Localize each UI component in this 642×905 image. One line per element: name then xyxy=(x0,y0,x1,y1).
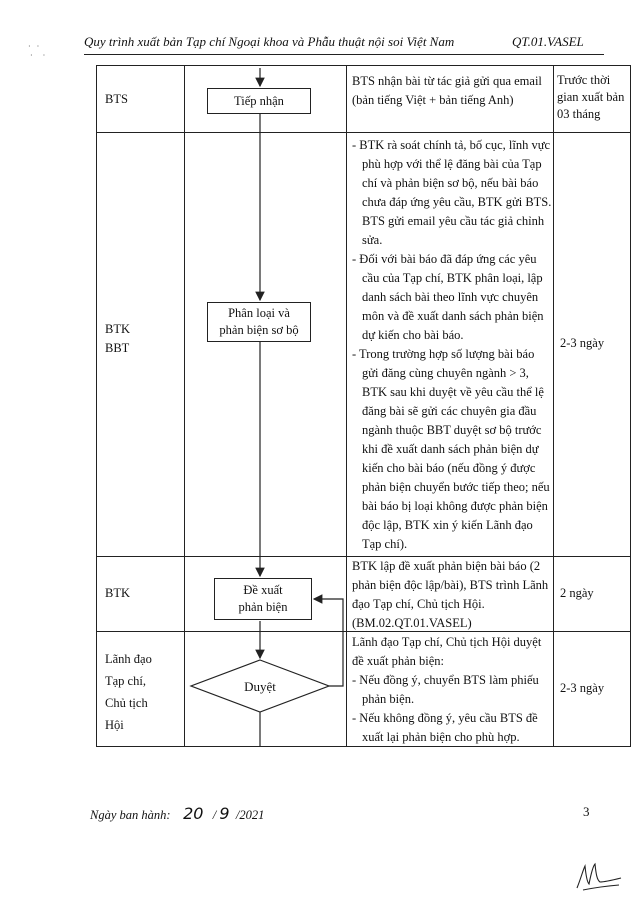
process-table xyxy=(96,65,631,747)
time-cell: 2-3 ngày xyxy=(560,336,605,350)
description-cell: BTK lập đề xuất phản biện bài báo (2 phản biện độc lập/bài), BTS trình Lãnh đạo Tạp chí, Chủ tịch Hội. (BM.02.QT.01.VASEL) xyxy=(352,559,549,630)
arrow-reject-loop xyxy=(314,599,343,686)
decision-label: Duyệt xyxy=(244,679,276,694)
description-cell: - BTK rà soát chính tả, bố cục, lĩnh vực phù hợp với thể lệ đăng bài của Tạp chí và phản biện sơ bộ, nếu bài báo chưa đáp ứng yêu cầu, BTK gửi BTS. BTS gửi email yêu cầu tác giả chỉnh sửa. - Đối với bài báo đã đáp ứng các yêu cầu của Tạp chí, BTK phân loại, lập danh sách bài theo lĩnh vực chuyên môn và đề xuất danh sách phản biện dự kiến cho bài báo. - Trong trường hợp số lượng bài báo gửi đăng cùng chuyên ngành > 3, BTK sau khi duyệt về yêu cầu thể lệ đăng bài sẽ gửi các chuyên gia đầu ngành thuộc BBT duyệt sơ bộ trước khi đề xuất danh sách phản biện dự kiến cho bài báo (nếu đồng ý được phản biện chuyển bước tiếp theo; nếu bài báo bị loại không được phản biện độc lập, BTK xin ý kiến Lãnh đạo Tạp chí). xyxy=(352,138,552,551)
actor-cell: Lãnh đạo Tạp chí, Chủ tịch Hội xyxy=(105,652,152,732)
scan-specks: · · · · xyxy=(28,42,46,60)
actor-cell: BTK xyxy=(105,586,130,600)
actor-cell: BTK BBT xyxy=(105,322,130,355)
time-cell: 2 ngày xyxy=(560,586,594,600)
issue-date-label: Ngày ban hành: xyxy=(90,808,171,822)
page-header xyxy=(84,30,604,52)
header-rule xyxy=(84,54,604,55)
signature-mark xyxy=(573,858,625,894)
header-title: Quy trình xuất bản Tạp chí Ngoại khoa và Phẫu thuật nội soi Việt Nam xyxy=(84,34,455,49)
issue-date xyxy=(90,804,264,823)
actor-cell: BTS xyxy=(105,92,128,106)
time-cell: 2-3 ngày xyxy=(560,681,605,695)
issue-day: 20 xyxy=(183,804,204,823)
page-number: 3 xyxy=(583,804,590,819)
date-separator: / xyxy=(212,808,217,822)
step-classify-review: Phân loại và phản biện sơ bộ xyxy=(207,302,311,342)
description-cell: Lãnh đạo Tạp chí, Chủ tịch Hội duyệt đề xuất phản biện: - Nếu đồng ý, chuyển BTS làm phiếu phản biện. - Nếu không đồng ý, yêu cầu BTS đề xuất lại phản biện cho phù hợp. xyxy=(352,635,542,744)
issue-month: 9 xyxy=(219,804,230,823)
issue-year: /2021 xyxy=(235,808,265,822)
step-receive: Tiếp nhận xyxy=(207,88,311,114)
header-code: QT.01.VASEL xyxy=(512,34,584,49)
step-propose-reviewers: Đề xuất phản biện xyxy=(214,578,312,620)
time-cell: Trước thời gian xuất bản 03 tháng xyxy=(557,73,625,121)
description-cell: BTS nhận bài từ tác giả gửi qua email (bản tiếng Việt + bản tiếng Anh) xyxy=(352,74,542,107)
